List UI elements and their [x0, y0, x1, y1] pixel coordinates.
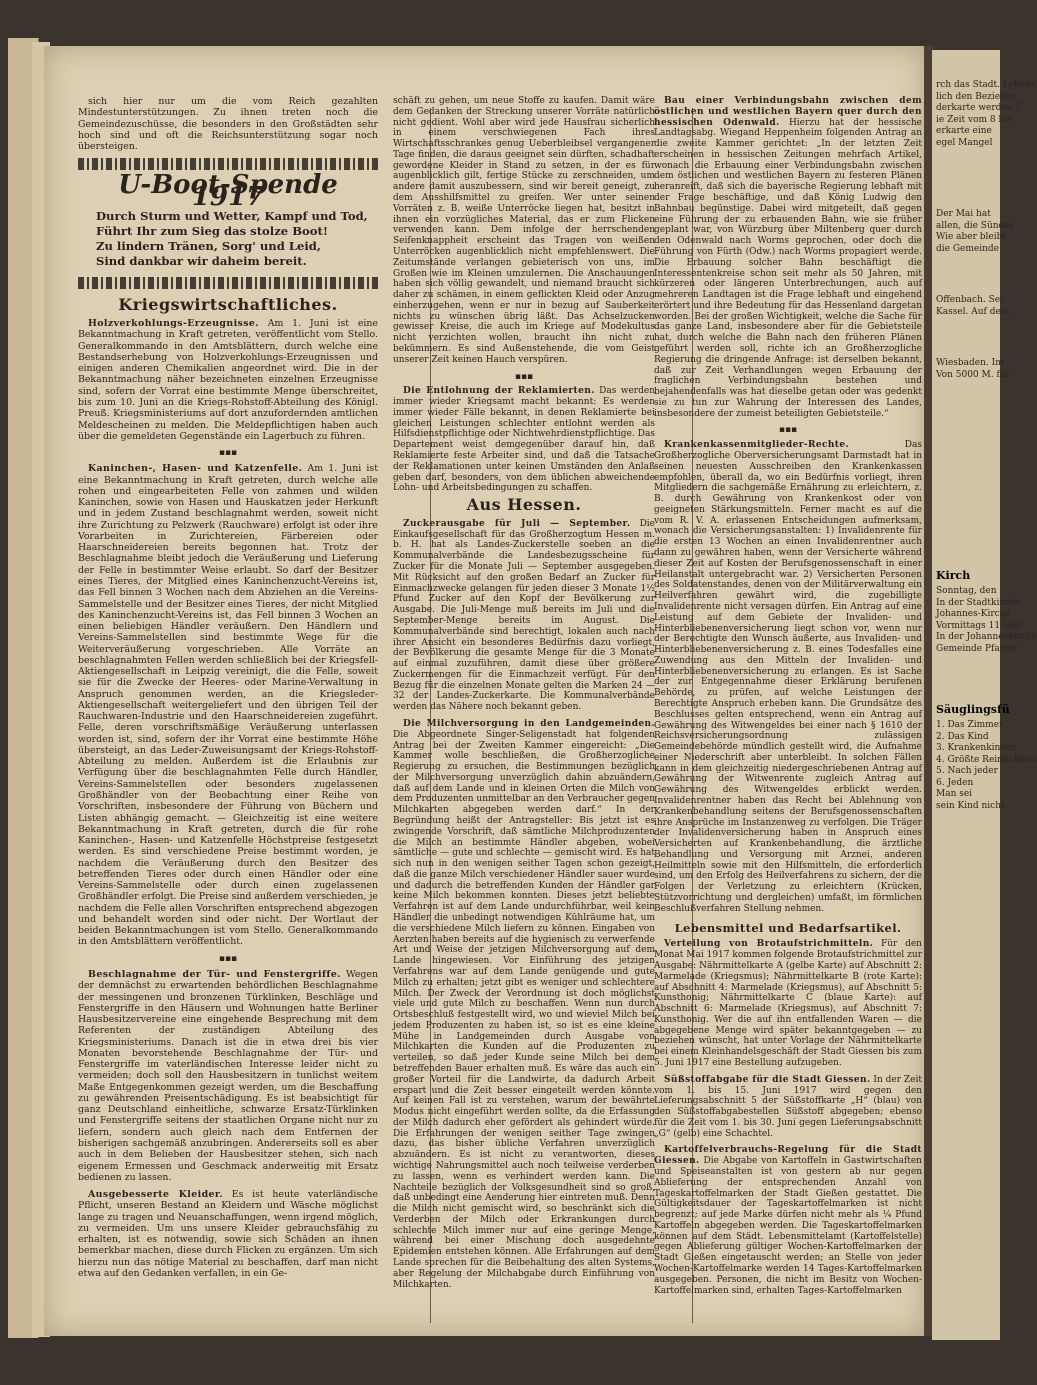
facing-line: Kassel. Auf dem — [936, 306, 1010, 317]
separator-mark: ▪▪▪ — [218, 448, 238, 459]
facing-line: erkarte eine — [936, 126, 992, 136]
article-milchversorgung — [393, 719, 655, 1290]
article-brotaufstrich — [654, 939, 922, 1068]
section-title-kriegswirtschaftliches: Kriegswirtschaftliches. — [118, 294, 338, 314]
article-body: Es ist heute vaterländische Pflicht, unseren Bestand an Kleidern und Wäsche möglichst lange zu tragen und Neuanschaffungen, wenn irgend möglich, zu vermeiden. Um uns unsere Kleider gebrauchsfähig zu erhalten, ist es notwendig, sowie sich Schäden an ihnen bemerkbar machen, diese durch Flicken zu ergänzen. Um sich hierzu nun das nötige Material zu beschaffen, darf man nicht etwa auf den Gedanken verfallen, in ein Ge- — [78, 1189, 378, 1279]
article-kartoffel — [654, 1145, 922, 1296]
facing-line: 1. Das Zimmer — [936, 720, 1004, 730]
facing-line: allen, die Sündes — [936, 220, 1015, 231]
newspaper-page — [44, 46, 926, 1336]
article-zuckerausgabe — [393, 519, 655, 713]
facing-line: derkarte werden 5 — [936, 103, 1022, 113]
article-body: Wegen der demnächst zu erwartenden behördlichen Beschlagnahme der messingenen und bronzenen Türklinken, Beschläge und Fenstergriffe in den Häusern und Wohnungen hatte Berliner Hausbesitzervereine eine eingehende Besprechung mit dem Referenten der zuständigen Abteilung des Kriegsministeriums. Danach ist die in etwa drei bis vier Monaten bevorstehende Beschlagnahme der Tür- und Fenstergriffe im vaterländischen Interesse leider nicht zu vermeiden; doch soll den Hausbesitzern in tunlichst weitem Maße Entgegenkommen gezeigt werden, um die Beschaffung zu gewährenden Preisentschädigung. Es ist beabsichtigt für ganz Deutschland einheitliche, schwarze Ersatz-Türklinken und Fenstergriffe seitens der staatlichen Organe nicht nur zu liefern, sondern auch gleich nach dem Entfernen der bisherigen sachgemäß anzubringen. Andererseits soll es aber auch in dem Belieben der Hausbesitzer stehen, sich nach eigenem Ermessen und Geschmack anderweitig mit Ersatz bedienen zu lassen. — [78, 969, 379, 1183]
facing-heading-kirch: Kirch — [936, 569, 971, 582]
facing-line: Sonntag, den — [936, 586, 997, 596]
article-reklamierte — [393, 386, 655, 494]
ornament-divider — [78, 277, 378, 289]
ornament-divider — [78, 158, 378, 170]
article-holzverkohlung — [78, 318, 378, 442]
article-kleider — [78, 1189, 378, 1279]
article-body: Das werden immer wieder Kriegsamt macht bekannt: Es werden immer wieder Fälle bekannt, in denen Reklamierte bei gleichen Leistungen schlechter entlohnt werden als Hilfsdienstpflichtige oder Nichtwehrdienstpflichtige. Das Departement weist demgegenüber darauf hin, daß Reklamierte feste Arbeiter sind, und daß die Tatsache der Reklamationen unter keinen Umständen den Anlaß geben darf, besonders, von dem üblichen abweichende Lohn- und Arbeitsbedingungen zu schaffen. — [393, 386, 655, 494]
facing-line: 6. Jeden — [936, 777, 974, 788]
facing-line: Gemeinde Pfarrer — [936, 643, 1018, 654]
article-body: Das Großherzogliche Oberversicherungsamt Darmstadt hat in seinen neuesten Ausschreiben den Krankenkassen empfohlen, überall da, wo ein Bedürfnis vorliegt, ihren Mitgliedern die sachgemäße Ernährung zu erleichtern, z. B. durch Gewährung von Krankenkost oder von geeigneten Stärkungsmitteln. Ferner macht es auf die vom R. V. A. erlassenen Entscheidungen aufmerksam, wonach die Versicherungsanstalten: 1) Invalidenrente für die ersten 13 Wochen an einen Invalidenrentner auch dann zu gewähren haben, wenn der Versicherte während dieser Zeit auf Kosten der Berufsgenossenschaft in einer Heilanstalt untergebracht war. 2) Versicherten Personen des Soldatenstandes, denen von der Militärverwaltung ein Heilverfahren gewährt wird, die zugebilligte Invalidenrente nicht versagen dürfen. Ein Antrag auf eine Leistung auf dem Gebiete der Invaliden- und Hinterbliebenenversicherung liegt schon vor, wenn nur der Berechtigte den Wunsch äußerte, aus Invaliden- und Hinterbliebenenversicherung z. B. eines Todesfalles eine Zuwendung aus den Mitteln der Invaliden- und Hinterbliebenenversicherung zu erlangen. Es ist Sache der zur Entgegennahme dieser Erklärung berufenen Behörde, zu prüfen, auf welche Leistungen der Berechtigte Anspruch erheben kann. Die Grundsätze des Beschlusses gelten entsprechend, wenn ein Antrag auf Gewährung des Witwengeldes bei einer nach § 1610 der Reichsversicherungsordnung zulässigen Gemeindebehörde mündlich gestellt wird, die Aufnahme einer Niederschrift aber unterbleibt. In solchen Fällen kann in dem gleichzeitig niedergeschriebenen Antrag auf Gewährung der Witwenrente zugleich Antrag auf Gewährung des Witwengeldes erblickt werden. Invalidenrentner haben das Recht bei Ablehnung von Krankenbehandlung seitens der Berufsgenossenschaften ihre Ansprüche im Instanzenweg zu verfolgen. Die Träger der Invalidenversicherung haben in Anspruch eines Versicherten auf Krankenbehandlung, die ärztliche Behandlung und Versorgung mit Arznei, anderen Heilmitteln sowie mit den Hilfsmitteln, die erforderlich sind, um den Erfolg des Heilverfahrens zu sichern, der die Folgen der Verletzung zu erleichtern (Krücken, Stützvorrichtung und dergleichen) umfaßt, im förmlichen Beschlußverfahren Stellung nehmen. — [654, 440, 922, 914]
article-lead: Krankenkassenmitglieder-Rechte. — [664, 440, 850, 451]
facing-line: In der Johanneskirche — [936, 632, 1037, 642]
article-verbindungsbahn — [654, 96, 922, 419]
facing-line: Von 5000 M. für — [936, 369, 1010, 380]
article-body: Für den Monat Mai 1917 kommen folgende Brotaufstrichmittel zur Ausgabe: Nährmittelkarte A (gelbe Karte) auf Abschnitt 2: Marmelade (Kriegsmus); Nährmittelkarte B (rote Karte): auf Abschnitt 4: Marmelade (Kriegsmus), auf Abschnitt 5: Kunsthonig; Nährmittelkarte C (blaue Karte): auf Abschnitt 6: Marmelade (Kriegsmus), auf Abschnitt 7: Kunsthonig. Wer die auf ihn entfallenden Waren — die abgegebene Menge wird später bekanntgegeben — zu beziehen wünscht, hat unter Vorlage der Nährmittelkarte bei einem Kleinhandelsgeschäft der Stadt Giessen bis zum 5. Juni 1917 eine Bestellung aufzugeben. — [654, 939, 922, 1068]
article-lead: Kartoffelverbrauchs-Regelung für die Stadt Giessen. — [654, 1145, 922, 1167]
facing-line: Offenbach. Sei — [936, 295, 1003, 305]
article-lead: Bau einer Verbindungsbahn zwischen dem östlichen und westlichen Bayern quer durch den hessischen Odenwald. — [654, 96, 922, 128]
facing-page-fragment — [932, 50, 1037, 1340]
article-lead: Ausgebesserte Kleider. — [88, 1189, 224, 1201]
article-lead: Die Milchversorgung in den Landgemeinden. — [403, 718, 655, 729]
poem-line: Durch Sturm und Wetter, Kampf und Tod, — [96, 208, 368, 223]
facing-line: 3. Krankenkinder — [936, 743, 1016, 753]
article-lead: Süßstoffabgabe für die Stadt Giessen. — [664, 1074, 871, 1085]
facing-line: 4. Größte Reinlichkeit — [936, 754, 1037, 765]
facing-line: Man sei — [936, 789, 973, 799]
uboot-spende-title: U-Boot-Spende 1917 — [118, 170, 338, 212]
facing-line: In der Stadtkirche — [936, 597, 1020, 608]
article-tuergriffe — [78, 969, 378, 1183]
article-krankenkassen — [654, 440, 922, 914]
facing-heading-saeuglingsfuersorge: Säuglingsfü — [936, 703, 1010, 716]
article-lead: Zuckerausgabe für Juli — September. — [403, 518, 631, 529]
facing-line: die Gemeinde — [936, 243, 999, 254]
uboot-poem — [96, 209, 378, 269]
facing-line: ie Zeit vom 8 bis — [936, 114, 1012, 125]
section-title-lebensmittel: Lebensmittel und Bedarfsartikel. — [674, 920, 902, 935]
column-right — [654, 96, 922, 1302]
article-body: Am 1. Juni ist eine Bekanntmachung in Kraft getreten, veröffentlicht vom Stello. Generalkommando in den Amtsblättern, durch welche eine Bestandserhebung von Holzverkohlungs-Erzeugnissen und einigen anderen Chemikalien angeordnet wird. Die in der Bekanntmachung näher bezeichneten einzelnen Erzeugnisse sind, sofern der Vorrat eine bestimmte Menge überschreitet, bis zum 10. Juni an die Kriegs-Rohstoff-Abteilung des Königl. Preuß. Kriegsministeriums auf dort anzufordernden amtlichen Meldescheinen zu melden. Die Meldepflichtigen haben auch über die gemeldeten Gegenstände ein Lagerbuch zu führen. — [78, 318, 378, 442]
separator-mark: ▪▪▪ — [218, 953, 238, 964]
article-lead: Beschlagnahme der Tür- und Fenstergriffe. — [88, 969, 341, 980]
article-lead: Holzverkohlungs-Erzeugnisse. — [88, 318, 259, 330]
facing-line: Wiesbaden. Im — [936, 358, 1004, 368]
facing-line: 5. Nach jeder — [936, 766, 998, 776]
column-middle — [393, 96, 655, 1296]
facing-line: sein Kind nicht — [936, 800, 1005, 811]
article-body: Die Abgeordnete Singer-Seligenstadt hat folgenden Antrag bei der Zweiten Kammer eingereicht: „Die Kammer wolle beschließen, die Großherzogliche Regierung zu ersuchen, die Bestimmungen bezüglich der Milchversorgung unverzüglich dahin abzuändern, daß auf dem Lande und in kleinen Orten die Milch von dem Produzenten unmittelbar an den Verbraucher gegen Milchkarten abgegeben werden darf.“ In der Begründung heißt der Antragsteller: Bis jetzt ist es zwingende Vorschrift, daß sämtliche Milchproduzenten die Milch an bestimmte Händler abgeben, wobei sämtliche — gute und schlechte — gemischt wird. Es hat sich nun in den wenigen seither Tagen schon gezeigt, daß die ganze Milch verschiedener Händler sauer wurde und dadurch die betreffenden Kunden der Händler gar keine Milch bekommen konnten. Dieses jetzt beliebte Verfahren ist auf dem Lande undurchführbar, weil kein Händler die unbedingt notwendigen Kühlräume hat, um die verschiedene Milch liefern zu können. Eingaben von Aerzten haben bereits auf die hygienisch zu verwerfende Art und Weise der jetzigen Milchversorgung auf dem Lande hingewiesen. Vor Einführung des jetzigen Verfahrens war auf dem Lande genügende und gute Milch zu erhalten; jetzt gibt es weniger und schlechtere Milch. Der Zweck der Verordnung ist doch möglichst viele und gute Milch zu beschaffen. Wenn nun durch Ortsbeschluß festgestellt wird, wo und wieviel Milch bei jedem Produzenten zu haben ist, so ist es eine kleine Mühe in Landgemeinden durch Ausgabe von Milchkarten die Kunden auf die Produzenten zu verteilen, so daß jeder Kunde seine Milch bei dem betreffenden Bauer erhalten muß. Es wäre das auch ein großer Vorteil für die Landwirte, da dadurch Arbeit erspart und die Zeit besser eingeteilt werden könnte. Auf keinen Fall ist zu verstehen, warum der bewährte Modus nicht eingeführt werden sollte, da die Erfassung der Milch dadurch eher gefördert als gehindert würde. Die Erfahrungen der wenigen seither Tage zwingen dazu, das bisher übliche Verfahren unverzüglich abzuändern. Es ist nicht zu verantworten, dieses wichtige Nahrungsmittel auch noch teilweise verderben zu lassen, wenn es verhindert werden kann. Die Nachteile bezüglich der Volksgesundheit sind so groß, daß unbedingt eine Aenderung hier eintreten muß. Denn die Milch nicht gemischt wird, so beschränkt sich die Verderben der Milch oder Erkrankungen durch schlechte Milch immer nur auf eine geringe Menge, während bei einer Mischung doch ausgedehnte Epidemien entstehen können. Alle Erfahrungen auf dem Lande sprechen für die Beibehaltung des alten Systems, aber Regelung der Milchabgabe durch Einführung von Milchkarten. — [393, 729, 655, 1290]
column-left — [78, 96, 378, 1285]
article-kaninchenfelle — [78, 463, 378, 947]
article-suessstoff — [654, 1075, 922, 1140]
poem-line: Sind dankbar wir daheim bereit. — [96, 253, 307, 268]
article-body: Die Abgabe von Kartoffeln in Gastwirtschaften und Speiseanstalten ist von gestern ab nur gegen Ablieferung der entsprechenden Anzahl von Tageskartoffelmarken der Stadt Gießen gestattet. Die Gültigkeitsdauer der Tageskartoffelmarken ist nicht begrenzt; auf jede Marke dürfen nicht mehr als ¼ Pfund Kartoffeln abgegeben werden. Die Tageskartoffelmarken können auf dem Städt. Lebensmittelamt (Kartoffelstelle) gegen Ablieferung gültiger Wochen-Kartoffelmarken der Stadt Gießen eingetauscht werden; an Stelle von jeder Wochen-Kartoffelmarke werden 14 Tages-Kartoffelmarken ausgegeben. Personen, die nicht im Besitz von Wochen-Kartoffelmarken sind, erhalten Tages-Kartoffelmarken — [654, 1156, 922, 1296]
article-kleider-continued: schäft zu gehen, um neue Stoffe zu kaufen. Damit wäre dem Gedanken der Streckung unserer Vorräte natürlich nicht gedient. Wohl aber wird jede Hausfrau sicherlich in einem verschwiegenen Fach ihres Wirtschaftsschrankes genug Ueberbleibsel vergangener Tage finden, die daraus geeignet sein dürften, schadhaft gewordene Kleider in Stand zu setzen, in der es für augenblicklich gilt, fertige Stücke zu zerschneiden, um andere damit auszubessern, sind wir bereit geneigt, zu dem Ausshilfsmittel zu greifen. Wer unter seinen Vorräten z. B. weiße Unterröcke liegen hat, besitzt in ihnen ein vorzügliches Material, das er zum Flicken verwenden kann. Dem infolge der herrschenden Seifenknappheit erscheint das Tragen von weißen Unterröcken augenblicklich nicht empfehlenswert. Die Zeitumstände verlangen gebieterisch von uns, im Großen wie im Kleinen umzulernen. Die Anschauungen haben sich völlig gewandelt, und niemand braucht sich daher zu schämen, in einem geflickten Kleid oder Anzug einherzugehen, wenn er nur in bezug auf Sauberkeit nichts zu wünschen übrig läßt. Das Achselzucken gewisser Kreise, die auch im Kriege auf Modekultus nicht verzichten wollen, braucht ihn nicht zu bekümmern. Es sind Außenstehende, die vom Geist unserer Zeit keinen Hauch verspüren. — [393, 96, 655, 365]
article-lead: Kaninchen-, Hasen- und Katzenfelle. — [88, 463, 303, 475]
facing-line: Johannes-Kirche — [936, 609, 1011, 619]
separator-mark: ▪▪▪ — [514, 371, 534, 382]
facing-line: Der Mai hat — [936, 209, 991, 219]
article-body: Die Einkaufsgesellschaft für das Großherzogtum Hessen m. b. H. hat als Landes-Zuckerstelle soeben an die Kommunalverbände die Landesbezugsscheine für Zucker für die Monate Juli — September ausgegeben. Mit Rücksicht auf den großen Bedarf an Zucker für Einmachzwecke gelangen für jeden dieser 3 Monate 1½ Pfund Zucker auf den Kopf der Bevölkerung zur Ausgabe. Die Juli-Menge muß bereits im Juli und die September-Menge bereits im August. Die Kommunalverbände sind berechtigt, lokalen auch nach ihrer Ansicht ein besonderes Bedürfnis dazu vorliegt, der Bevölkerung die gesamte Menge für die 3 Monate auf einmal zuzuführen, damit diese über größere Zuckermengen für die Einmachzeit verfügt. Für den Bezug für die einzelnen Monate gelten die Marken 24 — 32 der Landes-Zuckerkarte. Die Kommunalverbände werden das Nähere noch bekannt geben. — [393, 518, 655, 713]
facing-line: lich den Bezieher — [936, 91, 1016, 102]
poem-line: Führt Ihr zum Sieg das stolze Boot! — [96, 223, 328, 238]
article-body: Hierzu hat der hessische Landtagsabg. Wiegand Heppenheim folgenden Antrag an die zweite Kammer gerichtet: „In der letzten Zeit erscheinen in hessischen Zeitungen mehrfach Artikel, wonach die Erbauung einer Verbindungsbahn zwischen dem östlichen und westlichen Bayern zu festeren Plänen heranreift, daß sich die bayerische Regierung lebhaft mit der Frage beschäftige, und daß König Ludwig den Bahnbau begünstige. Dabei wird mitgeteilt, daß gegen eine Führung der zu erbauenden Bahn, wie sie früher geplant war, von Würzburg über Miltenberg quer durch den Odenwald nach Worms geprochen, oder doch die Führung von Fürth (Odw.) nach Worms propagiert werde. Die Erbauung solcher Bahn beschäftigt die Interessentenkreise schon seit mehr als 50 Jahren, mit kürzeren oder längeren Unterbrechungen, auch auf mehreren Landtagen ist die Frage lebhaft und eingehend erörtert und ihre Bedeutung für das Hessenland dargetan worden. Bei der großen Wichtigkeit, welche die Sache für das ganze Land, insbesondere aber für die Gebietsteile hat, durch welche die Bahn nach den früheren Plänen geführt werden soll, richte ich an Großherzogliche Regierung die dringende Anfrage: ist derselben bekannt, daß zur Zeit Verhandlungen wegen Erbauung der fraglichen Verbindungsbahn bestehen und bejahendenfalls was hat dieselbe getan oder was gedenkt sie zu tun zur Wahrung der Interessen des Landes, insbesondere der zumeist beteiligten Gebietsteile.“ — [654, 117, 922, 419]
separator-mark: ▪▪▪ — [778, 425, 798, 436]
article-body: In der Zeit vom 1. bis 15. Juni 1917 wird gegen den Lieferungsabschnitt 5 der Süßstoffkarte „H“ (blau) von den Süßstoffabgabestellen Süßstoff abgegeben; ebenso für die Zeit vom 1. bis 30. Juni gegen Lieferungsabschnitt „G“ (gelb) eine Schachtel. — [654, 1074, 922, 1139]
poem-line: Zu lindern Tränen, Sorg' und Leid, — [96, 238, 321, 253]
article-lead: Die Entlohnung der Reklamierten. — [403, 386, 595, 397]
facing-line: Vormittags 11 Uhr — [936, 620, 1021, 631]
section-title-aus-hessen: Aus Hessen. — [466, 495, 582, 515]
facing-line: egel Mangel — [936, 137, 993, 148]
article-body: Am 1. Juni ist eine Bekanntmachung in Kraft getreten, durch welche alle rohen und eingearbeiteten Felle von zahmen und wilden Kaninchen, sowie von Hasen und Hauskatzen jeder Herkunft und in jedem Zustand beschlagnahmt werden, soweit nicht ihre Zurichtung zu Pelzwerk (Rauchware) erfolgt ist oder ihre Vorarbeiten in Zurichtereien, Färbereien oder Haarschneidereien bereits begonnen hat. Trotz der Beschlagnahme bleibt jedoch die Veräußerung und Lieferung der Felle in bestimmter Weise erlaubt. So darf der Besitzer eines Tieres, der Mitglied eines Kaninchenzucht-Vereins ist, das Fell binnen 3 Wochen nach dem Abziehen an die Vereins-Sammelstelle und der Besitzer eines Tieres, der nicht Mitglied des Kaninchenzucht-Vereins ist, das Fell binnen 3 Wochen an einen beliebigen Händler veräußern. Den Händlern und Vereins-Sammelstellen sind bestimmte Wege für die Weiterveräußerung vorgeschrieben. Alle Vorräte an beschlagnahmten Fellen werden schließlich bei der Kriegsfell-Aktiengesellschaft in Leipzig vereinigt, die die Felle, soweit sie für die Zwecke der Heeres- oder Marine-Verwaltung in Anspruch genommen werden, an die Kriegsleder-Aktiengesellschaft weitergeliefert und den übrigen Teil der Rauchwaren-Industrie und den Haarschneidereien zugeführt. Felle, deren vorschriftsmäßige Veräußerung unterlassen worden ist, sind, sofern der ihr Vorrat eine bestimmte Höhe übersteigt, an das Leder-Zuweisungsamt der Kriegs-Rohstoff-Abteilung zu melden. Außerdem ist die Erlaubnis zur Verfügung über die beschlagnahmten Felle durch Händler, Vereins-Sammelstellen oder besonders zugelassenen Großhändler von der Beobachtung einer Reihe von Vorschriften, insbesondere der Führung von Büchern und Listen abhängig gemacht. — Gleichzeitig ist eine weitere Bekanntmachung in Kraft getreten, durch die für rohe Kaninchen-, Hasen- und Katzenfelle Höchstpreise festgesetzt werden. Es sind verschiedene Preise bestimmt worden, je nachdem die Veräußerung durch den Besitzer des betreffenden Tieres oder durch einen Händler oder eine Vereins-Sammelstelle oder durch einen zugelassenen Großhändler erfolgt. Die Preise sind außerdem verschieden, je nachdem die Felle allen Vorschriften entsprechend abgezogen und behandelt worden sind oder nicht. Der Wortlaut der beiden Bekanntmachungen ist vom Stello. Generalkommando in den Amtsblättern veröffentlicht. — [78, 463, 378, 948]
facing-line: Wie aber bleibt — [936, 232, 1006, 242]
intro-paragraph: sich hier nur um die vom Reich gezahlten Mindestunterstützungen. Zu ihnen treten noch die Gemeindezuschüsse, die besonders in den Großstädten sehr hoch sind und oft die Reichsunterstützung sogar noch übersteigen. — [78, 96, 378, 153]
article-lead: Verteilung von Brotaufstrichmitteln. — [664, 939, 874, 950]
facing-line: 2. Das Kind — [936, 731, 989, 742]
facing-line: rch das Stadt. Lebens — [936, 80, 1036, 90]
